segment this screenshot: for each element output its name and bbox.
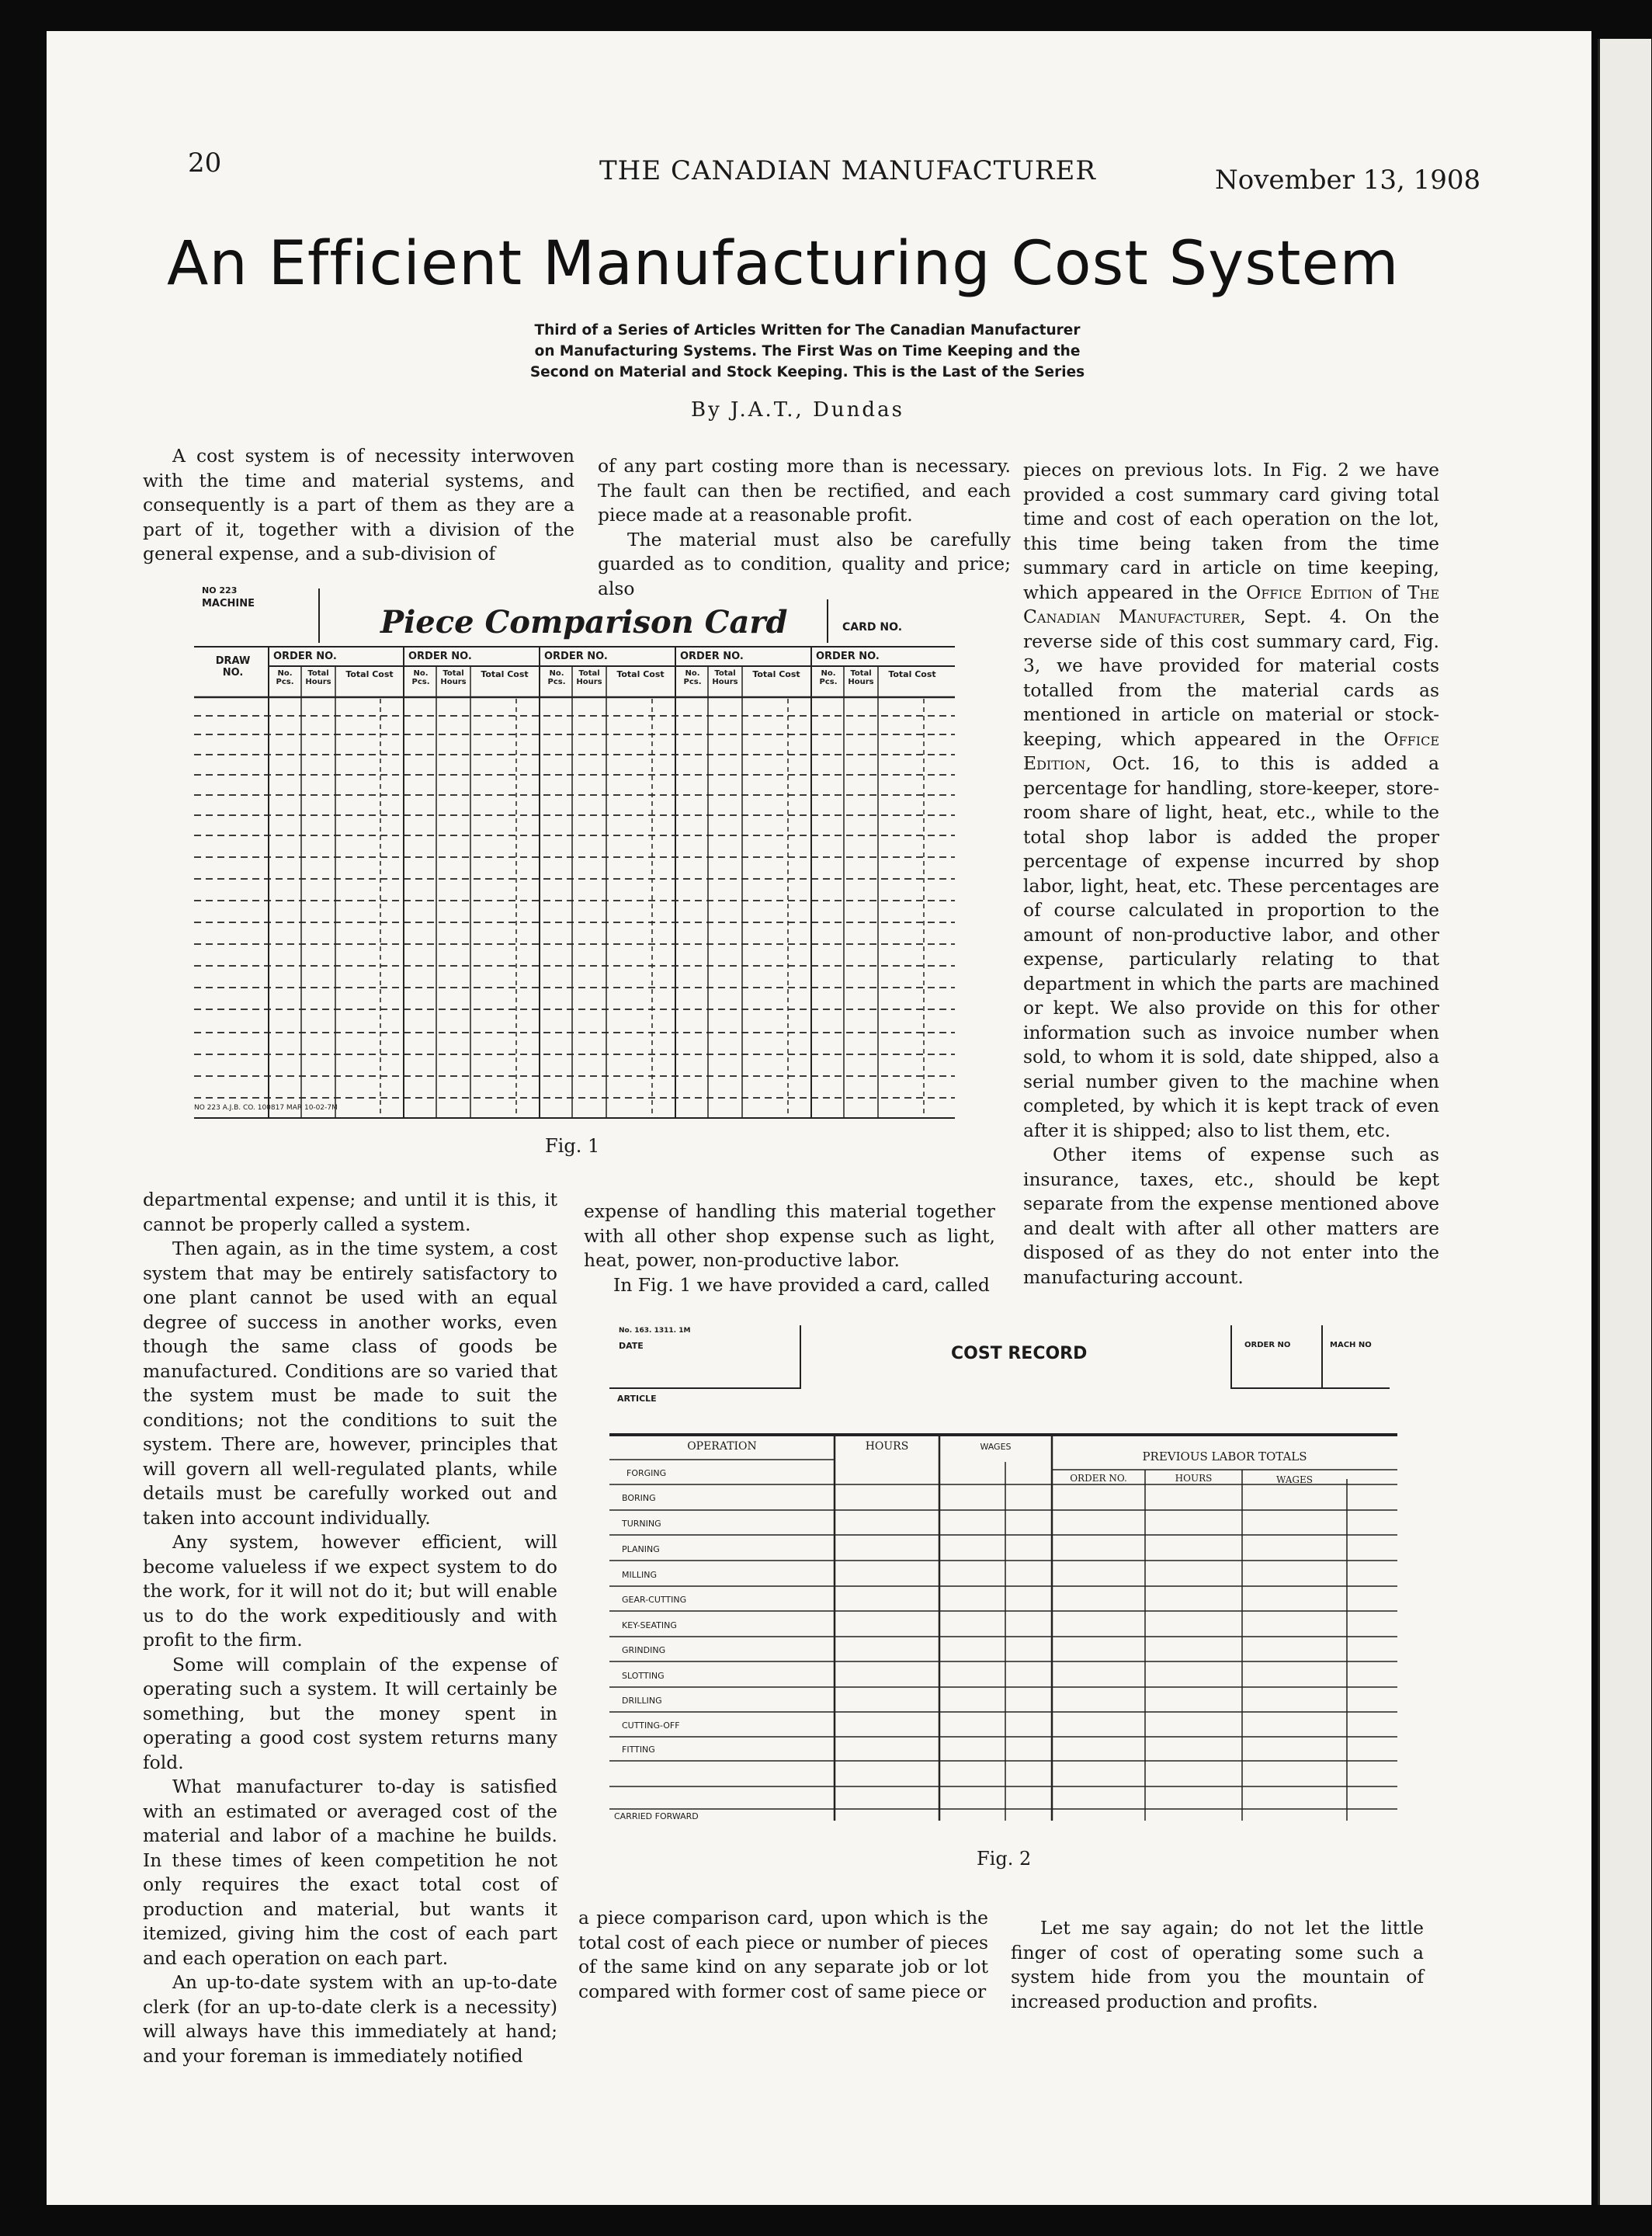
carried-forward-label: CARRIED FORWARD — [614, 1811, 699, 1821]
card-no-label: CARD NO. — [842, 621, 903, 634]
order-no-label: ORDER NO. — [544, 651, 608, 662]
cost-record-title: COST RECORD — [951, 1344, 1088, 1363]
previous-labor-totals-header: PREVIOUS LABOR TOTALS — [1142, 1450, 1307, 1463]
article-label: ARTICLE — [617, 1394, 657, 1404]
machine-label: MACHINE — [202, 598, 255, 609]
operation-label: DRILLING — [622, 1696, 662, 1706]
prev-order-no-header: ORDER NO. — [1070, 1473, 1127, 1484]
column2-bottom — [578, 1906, 988, 2004]
paragraph: The material must also be carefully guarded as to condition, quality and price; also — [598, 528, 1011, 599]
figure-1-caption: Fig. 1 — [545, 1135, 600, 1157]
no-pcs-header: No. Pcs. — [411, 669, 430, 686]
byline: By J.A.T., Dundas — [691, 398, 904, 422]
text-run: The Canadian Manufacturer — [1023, 581, 1439, 627]
total-hours-header: Total Hours — [712, 669, 738, 686]
hours-header: HOURS — [865, 1440, 909, 1453]
paragraph — [1023, 458, 1439, 1143]
order-no-label: ORDER NO. — [273, 651, 337, 662]
next-page-edge — [1598, 39, 1651, 2205]
printer-imprint: NO 223 A.J.B. CO. 100817 MAR 10-02-7M — [194, 1104, 338, 1112]
no-pcs-header: No. Pcs. — [547, 669, 566, 686]
no-pcs-header: No. Pcs. — [276, 669, 294, 686]
paragraph: Then again, as in the time system, a cost system that may be entirely satisfactory to one plant cannot be used with an equal degree of success in another works, even though the same class of goods be manufactured. Conditions are so varied that the system must be made to suit the conditions; not the conditions to suit the system. There are, however, principles that will govern all well-regulated plants, while details must be carefully worked out and taken into account individually. — [143, 1238, 557, 1529]
total-cost-header: Total Cost — [481, 669, 529, 679]
prev-wages-header: WAGES — [1276, 1474, 1313, 1485]
subtitle-line: Second on Material and Stock Keeping. This is the Last of the Series — [529, 364, 1085, 380]
column3-bottom — [1011, 1916, 1424, 2014]
publication-name: THE CANADIAN MANUFACTURER — [599, 155, 1096, 186]
total-hours-header: Total Hours — [305, 669, 331, 686]
operation-label: TURNING — [622, 1519, 661, 1529]
paragraph: expense of handling this material together with all other shop expense such as light, heat, power, non-productive labor. — [584, 1200, 995, 1271]
order-no-label: ORDER NO — [1244, 1341, 1291, 1349]
operation-label: PLANING — [622, 1544, 660, 1554]
text-run: Office Edition — [1023, 727, 1439, 774]
subtitle-line: on Manufacturing Systems. The First Was on Time Keeping and the — [534, 343, 1081, 359]
operation-label: MILLING — [622, 1570, 657, 1580]
operation-label: FORGING — [626, 1468, 667, 1478]
order-no-label: ORDER NO. — [816, 651, 880, 662]
column1-top — [143, 444, 574, 567]
no-pcs-header: No. Pcs. — [683, 669, 702, 686]
operation-label: BORING — [622, 1493, 656, 1503]
subtitle-line: Third of a Series of Articles Written for The Canadian Manufacturer — [534, 322, 1081, 339]
text-run: Office Edition — [1246, 581, 1373, 603]
operation-label: GRINDING — [622, 1645, 666, 1655]
paragraph: A cost system is of necessity interwoven with the time and material systems, and consequently is a part of them as they are a part of it, together with a division of the general expense, and a sub-division of — [143, 445, 574, 564]
no-pcs-header: No. Pcs. — [819, 669, 838, 686]
column2-middle — [584, 1200, 995, 1297]
total-cost-header: Total Cost — [888, 669, 936, 679]
figure-2-caption: Fig. 2 — [977, 1848, 1032, 1870]
paragraph: In Fig. 1 we have provided a card, called — [613, 1273, 990, 1296]
paragraph: of any part costing more than is necessary. The fault can then be rectified, and each piece made at a reasonable profit. — [598, 455, 1011, 526]
total-hours-header: Total Hours — [576, 669, 602, 686]
operation-label: GEAR-CUTTING — [622, 1595, 687, 1605]
figure-2-cost-record — [609, 1324, 1401, 1828]
paragraph: departmental expense; and until it is this, it cannot be properly called a system. — [143, 1189, 557, 1235]
text-run: , Oct. 16, to this is added a percentage for handling, store-keeper, store-room share of light, heat, etc., while to the total shop labor is added the proper percentage of expense incurred by shop labor, light, heat, etc. These percentages are of course calculated in proportion to the amount of non-productive labor, and other expense, particularly relating to that department in which the parts are machined or kept. We also provide on this for other information such as invoice number when sold, to whom it is sold, date shipped, also a serial number given to the machine when completed, by which it is kept track of even after it is shipped; also to list them, etc. — [1023, 752, 1439, 1141]
date-label: DATE — [619, 1341, 644, 1351]
paragraph: Some will complain of the expense of operating such a system. It will certainly be something, but the money spent in operating a good cost system returns many fold. — [143, 1653, 557, 1773]
form-number: No. 163. 1311. 1M — [619, 1327, 691, 1335]
operation-header: OPERATION — [687, 1440, 757, 1453]
total-cost-header: Total Cost — [752, 669, 800, 679]
paragraph: What manufacturer to-day is satisfied with an estimated or averaged cost of the material and labor of a machine he builds. In these times of keen competition he not only requires the exact total cost of production and material, but wants it itemized, giving him the cost of each part and each operation on each part. — [143, 1776, 557, 1969]
total-cost-header: Total Cost — [345, 669, 394, 679]
column1-middle — [143, 1188, 557, 2068]
operation-label: CUTTING-OFF — [622, 1720, 680, 1731]
prev-hours-header: HOURS — [1175, 1473, 1213, 1484]
fig1-grid — [186, 582, 963, 1126]
text-run: , Sept. 4. On the reverse side of this cost summary card, Fig. 3, we have provided for material costs totalled from the material cards as mentioned in article on material or stock-keeping, which appeared in the — [1023, 606, 1439, 750]
article-title: An Efficient Manufacturing Cost System — [167, 229, 1400, 299]
total-cost-header: Total Cost — [616, 669, 665, 679]
page-number: 20 — [188, 148, 222, 179]
order-no-label: ORDER NO. — [680, 651, 744, 662]
figure-1-piece-comparison-card — [186, 582, 963, 1126]
text-run: pieces on previous lots. In Fig. 2 we have provided a cost summary card giving total time and cost of each operation on the lot, this time being taken from the time summary card in article on time keeping, which appeared in the — [1023, 459, 1439, 603]
column3 — [1023, 458, 1439, 1290]
column2-top — [598, 454, 1011, 601]
total-hours-header: Total Hours — [440, 669, 467, 686]
operation-label: FITTING — [622, 1745, 655, 1755]
form-number: NO 223 — [202, 585, 238, 595]
text-run: of — [1373, 581, 1407, 603]
order-no-label: ORDER NO. — [408, 651, 472, 662]
draw-no-label: DRAW NO. — [215, 655, 251, 679]
article-subtitle — [342, 320, 1273, 383]
paragraph: Other items of expense such as insurance, taxes, etc., should be kept separate from the expense mentioned above and dealt with after all other matters are disposed of as they do not enter into the manufacturing account. — [1023, 1144, 1439, 1288]
mach-no-label: MACH NO — [1330, 1341, 1372, 1349]
issue-date: November 13, 1908 — [1215, 165, 1481, 196]
fig2-grid — [609, 1324, 1401, 1828]
paragraph: a piece comparison card, upon which is the total cost of each piece or number of pieces of the same kind on any separate job or lot compared with former cost of same piece or — [578, 1907, 988, 2002]
paragraph: Let me say again; do not let the little finger of cost of operating some such a system hide from you the mountain of increased production and profits. — [1011, 1917, 1424, 2012]
total-hours-header: Total Hours — [848, 669, 874, 686]
paragraph: Any system, however efficient, will become valueless if we expect system to do the work, for it will not do it; but will enable us to do the work expeditiously and with profit to the firm. — [143, 1531, 557, 1651]
operation-label: SLOTTING — [622, 1671, 665, 1681]
operation-label: KEY-SEATING — [622, 1620, 677, 1630]
paragraph: An up-to-date system with an up-to-date clerk (for an up-to-date clerk is a necessity) will always have this immediately at hand; and your foreman is immediately notified — [143, 1971, 557, 2067]
card-title: Piece Comparison Card — [380, 604, 788, 641]
wages-header: WAGES — [980, 1442, 1012, 1452]
